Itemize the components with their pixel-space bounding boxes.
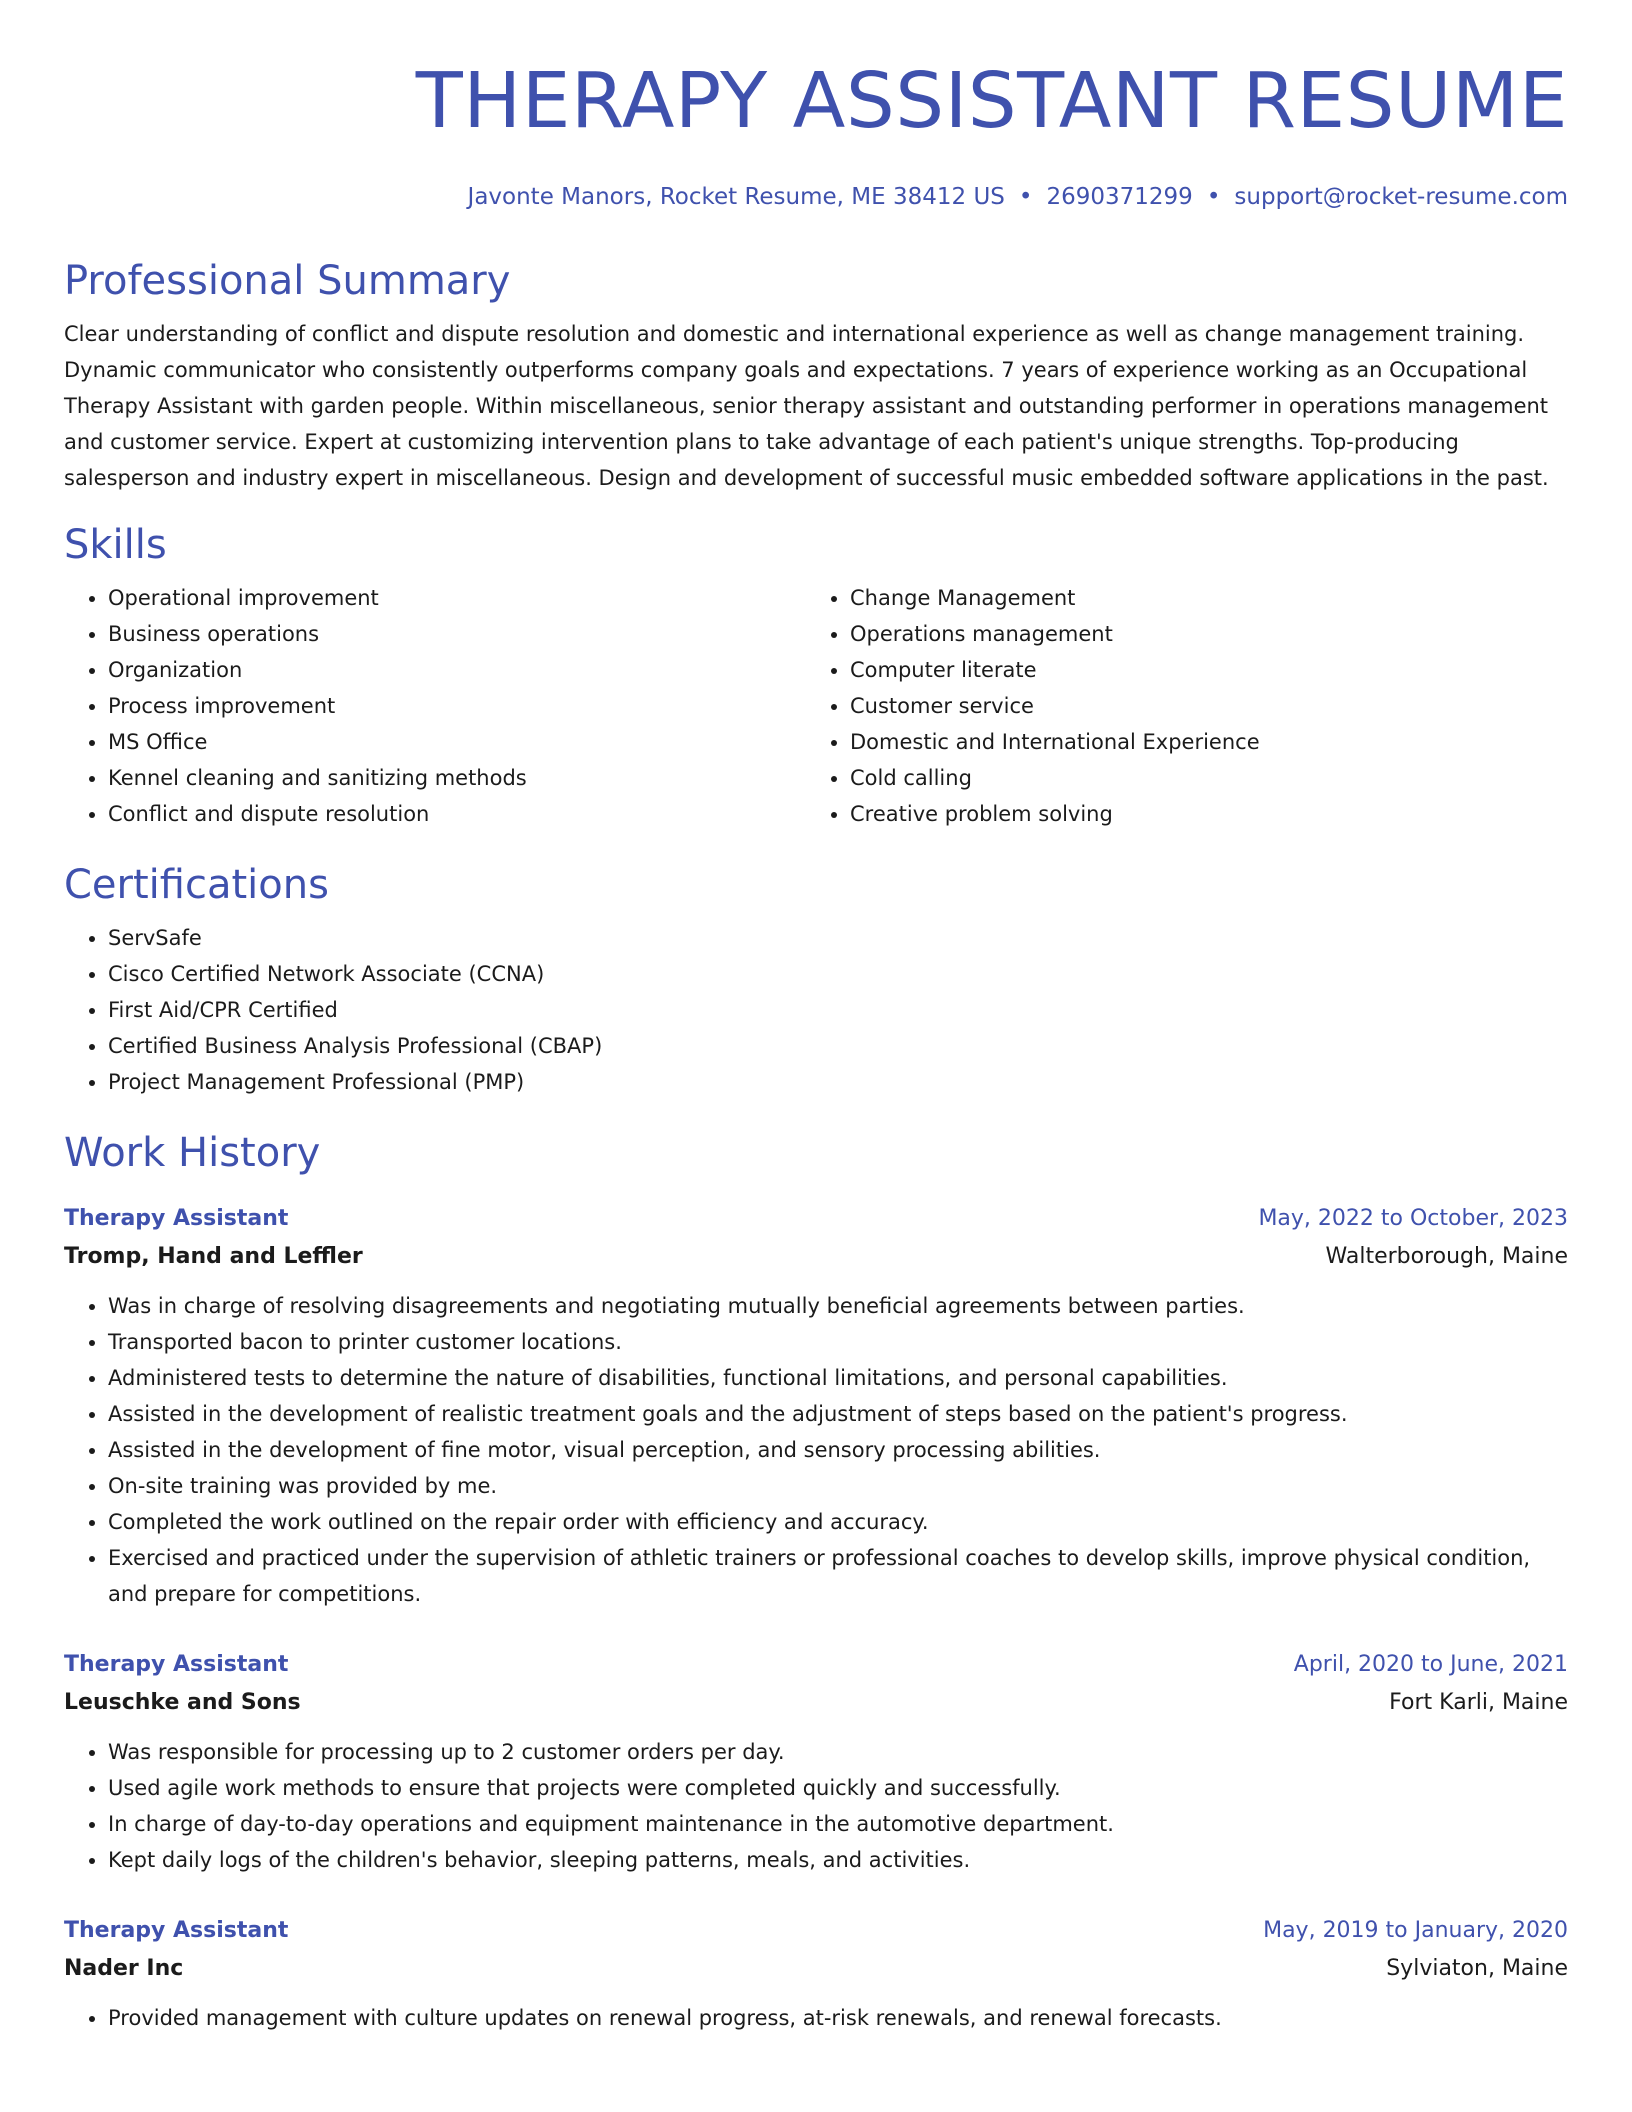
job-company-row: [64, 1950, 1568, 1988]
skills-column-right: [806, 580, 1548, 832]
job-duty-item: • On-site training was provided by me.: [108, 1468, 1568, 1504]
job-title-row: [64, 1912, 1568, 1950]
job-duties-list: [64, 2000, 1568, 2036]
section-heading-summary: Professional Summary: [64, 258, 511, 304]
skills-section: [64, 520, 1568, 832]
contact-separator: •: [1018, 184, 1033, 210]
job-duties-list: [64, 1288, 1568, 1612]
certification-item: • Project Management Professional (PMP): [108, 1064, 1568, 1100]
skill-item: • Operations management: [850, 616, 1548, 652]
job-duty-item: • Exercised and practiced under the supervision of athletic trainers or professional coaches to develop skills, improve physical condition, and prepare for competitions.: [108, 1540, 1568, 1612]
skills-list-left: [64, 580, 806, 832]
job-entry: [64, 1200, 1568, 1612]
skills-columns: [64, 580, 1568, 832]
skill-item: • Computer literate: [850, 652, 1548, 688]
job-duty-item: • Transported bacon to printer customer locations.: [108, 1324, 1568, 1360]
job-duties-list: [64, 1734, 1568, 1878]
skill-item: • Process improvement: [108, 688, 806, 724]
skills-list-right: [806, 580, 1548, 832]
skill-item: • Change Management: [850, 580, 1548, 616]
job-duty-item: • Assisted in the development of realistic treatment goals and the adjustment of steps based on the patient's progress.: [108, 1396, 1568, 1432]
skills-column-left: [64, 580, 806, 832]
job-duty-item: • Administered tests to determine the nature of disabilities, functional limitations, and personal capabilities.: [108, 1360, 1568, 1396]
skill-item: • Conflict and dispute resolution: [108, 796, 806, 832]
job-entry: [64, 1912, 1568, 2036]
job-duty-item: • Assisted in the development of fine motor, visual perception, and sensory processing abilities.: [108, 1432, 1568, 1468]
contact-email[interactable]: support@rocket-resume.com: [1234, 184, 1568, 210]
certifications-section: [64, 860, 1568, 1100]
job-duty-item: • Was responsible for processing up to 2 customer orders per day.: [108, 1734, 1568, 1770]
resume-title: THERAPY ASSISTANT RESUME: [415, 57, 1568, 146]
job-title-row: [64, 1200, 1568, 1238]
job-title: Therapy Assistant: [64, 1918, 289, 1943]
job-duty-item: • Was in charge of resolving disagreements and negotiating mutually beneficial agreements between parties.: [108, 1288, 1568, 1324]
certification-item: • Cisco Certified Network Associate (CCNA): [108, 956, 1568, 992]
contact-separator: •: [1206, 184, 1221, 210]
job-title-row: [64, 1646, 1568, 1684]
skill-item: • MS Office: [108, 724, 806, 760]
job-location: Fort Karli, Maine: [1389, 1690, 1568, 1715]
job-duty-item: • Kept daily logs of the children's behavior, sleeping patterns, meals, and activities.: [108, 1842, 1568, 1878]
job-duty-item: • Used agile work methods to ensure that projects were completed quickly and successfully.: [108, 1770, 1568, 1806]
contact-phone: 2690371299: [1046, 184, 1193, 210]
job-duty-item: • Completed the work outlined on the repair order with efficiency and accuracy.: [108, 1504, 1568, 1540]
job-duty-item: • In charge of day-to-day operations and equipment maintenance in the automotive department.: [108, 1806, 1568, 1842]
job-location: Walterborough, Maine: [1325, 1244, 1568, 1269]
job-dates: May, 2019 to January, 2020: [1263, 1918, 1568, 1943]
professional-summary-section: [64, 256, 1568, 496]
certification-item: • ServSafe: [108, 920, 1568, 956]
certification-item: • Certified Business Analysis Professional (CBAP): [108, 1028, 1568, 1064]
skill-item: • Customer service: [850, 688, 1548, 724]
job-company: Leuschke and Sons: [64, 1690, 301, 1715]
job-duty-item: • Provided management with culture updates on renewal progress, at-risk renewals, and renewal forecasts.: [108, 2000, 1568, 2036]
resume-header: [64, 0, 1568, 212]
job-entry: [64, 1646, 1568, 1878]
job-company-row: [64, 1238, 1568, 1276]
section-heading-work-history: Work History: [64, 1130, 321, 1176]
job-company-row: [64, 1684, 1568, 1722]
work-history-section: [64, 1128, 1568, 2036]
skill-item: • Creative problem solving: [850, 796, 1548, 832]
job-company: Tromp, Hand and Leffler: [64, 1244, 363, 1269]
job-dates: April, 2020 to June, 2021: [1293, 1652, 1568, 1677]
contact-line: [64, 182, 1568, 212]
section-heading-certifications: Certifications: [64, 862, 329, 908]
summary-text: Clear understanding of conflict and dispute resolution and domestic and international experience as well as change management training. Dynamic communicator who consistently outperforms company goals and expectations. 7 years of experience working as an Occupational Therapy Assistant with garden people. Within miscellaneous, senior therapy assistant and outstanding performer in operations management and customer service. Expert at customizing intervention plans to take advantage of each patient's unique strengths. Top-producing salesperson and industry expert in miscellaneous. Design and development of successful music embedded software applications in the past.: [64, 322, 1549, 490]
job-company: Nader Inc: [64, 1956, 184, 1981]
skill-item: • Organization: [108, 652, 806, 688]
job-title: Therapy Assistant: [64, 1206, 289, 1231]
skill-item: • Business operations: [108, 616, 806, 652]
skill-item: • Cold calling: [850, 760, 1548, 796]
skill-item: • Domestic and International Experience: [850, 724, 1548, 760]
certifications-list: [64, 920, 1568, 1100]
section-heading-skills: Skills: [64, 522, 167, 568]
skill-item: • Operational improvement: [108, 580, 806, 616]
job-dates: May, 2022 to October, 2023: [1258, 1206, 1568, 1231]
skill-item: • Kennel cleaning and sanitizing methods: [108, 760, 806, 796]
certification-item: • First Aid/CPR Certified: [108, 992, 1568, 1028]
contact-address: Javonte Manors, Rocket Resume, ME 38412 US: [467, 184, 1005, 210]
job-location: Sylviaton, Maine: [1386, 1956, 1568, 1981]
job-title: Therapy Assistant: [64, 1652, 289, 1677]
